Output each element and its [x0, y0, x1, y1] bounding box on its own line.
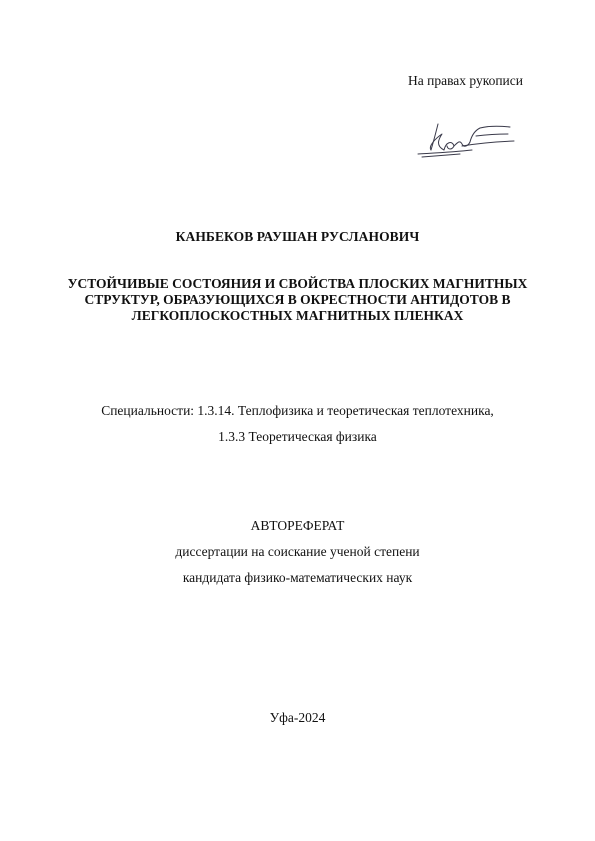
handwritten-signature — [414, 116, 524, 160]
manuscript-rights-note: На правах рукописи — [407, 73, 523, 88]
degree-line-2: кандидата физико-математических наук — [182, 570, 413, 585]
abstract-label: АВТОРЕФЕРАТ — [250, 518, 345, 533]
thesis-title: УСТОЙЧИВЫЕ СОСТОЯНИЯ И СВОЙСТВА ПЛОСКИХ МАГНИТНЫХ СТРУКТУР, ОБРАЗУЮЩИХСЯ В ОКРЕСТНОСТИ АНТИДОТОВ В ЛЕГКОПЛОСКОСТНЫХ МАГНИТНЫХ ПЛЕНКАХ — [67, 276, 528, 323]
degree-line-1: диссертации на соискание ученой степени — [175, 544, 420, 559]
specialty-line-1: Специальности: 1.3.14. Теплофизика и теоретическая теплотехника, — [101, 403, 494, 418]
author-name: КАНБЕКОВ РАУШАН РУСЛАНОВИЧ — [175, 229, 420, 244]
abstract-block — [0, 513, 595, 591]
specialty-line-2: 1.3.3 Теоретическая физика — [218, 429, 377, 444]
specialty-block — [0, 398, 595, 450]
city-year: Уфа-2024 — [269, 710, 326, 725]
